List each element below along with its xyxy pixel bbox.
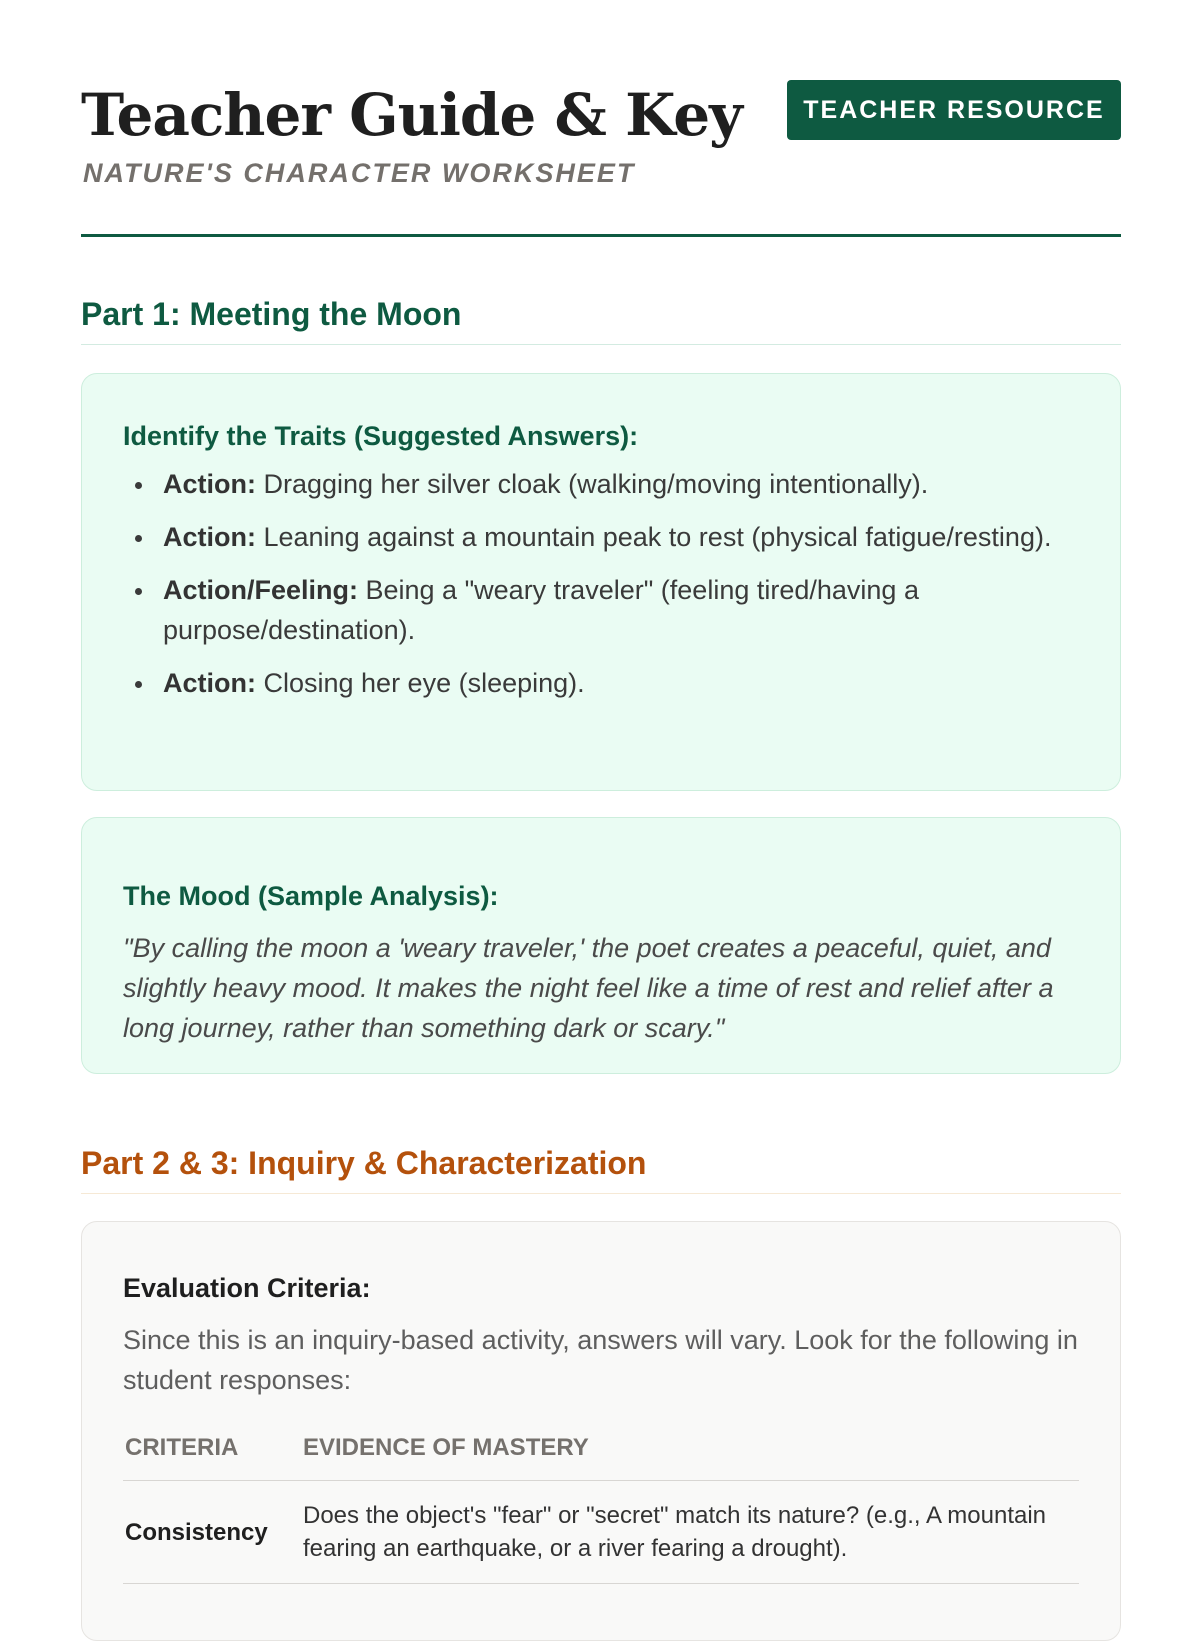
trait-text: Leaning against a mountain peak to rest (physical fatigue/resting). [255,522,1052,552]
trait-label: Action: [163,668,256,698]
list-item [123,570,1079,650]
traits-heading: Identify the Traits (Suggested Answers): [123,421,639,451]
part2-title: Part 2 & 3: Inquiry & Characterization [81,1143,1121,1194]
teacher-resource-badge: TEACHER RESOURCE [787,80,1121,140]
trait-text: Closing her eye (sleeping). [255,668,585,698]
column-header-evidence: EVIDENCE OF MASTERY [301,1434,1079,1481]
trait-text: Dragging her silver cloak (walking/moving intentionally). [255,469,929,499]
traits-list [123,464,1079,703]
trait-label: Action/Feeling: [163,575,358,605]
evaluation-heading: Evaluation Criteria: [123,1273,371,1303]
list-item [123,517,1079,557]
page-title: Teacher Guide & Key [81,81,742,149]
evaluation-description: Since this is an inquiry-based activity, answers will vary. Look for the following in student responses: [123,1325,1078,1395]
table-header-row [123,1434,1079,1481]
list-item [123,464,1079,504]
mood-card [81,817,1121,1074]
page-header [81,0,1121,237]
page-subtitle: NATURE'S CHARACTER WORKSHEET [83,158,636,188]
list-item [123,663,1079,703]
mood-quote: "By calling the moon a 'weary traveler,' the poet creates a peaceful, quiet, and slightly heavy mood. It makes the night feel like a time of rest and relief after a long journey, rather than something dark or scary." [123,933,1054,1043]
trait-label: Action: [163,522,256,552]
part1-title: Part 1: Meeting the Moon [81,294,1121,345]
criteria-cell: Consistency [123,1481,301,1584]
evaluation-card [81,1221,1121,1641]
table-row [123,1481,1079,1584]
trait-text: Being a "weary traveler" (feeling tired/having a purpose/destination). [163,575,919,645]
traits-card [81,373,1121,791]
trait-label: Action: [163,469,256,499]
mood-heading: The Mood (Sample Analysis): [123,881,499,911]
evidence-cell: Does the object's "fear" or "secret" match its nature? (e.g., A mountain fearing an earthquake, or a river fearing a drought). [301,1481,1079,1584]
column-header-criteria: CRITERIA [123,1434,301,1481]
criteria-table [123,1434,1079,1584]
